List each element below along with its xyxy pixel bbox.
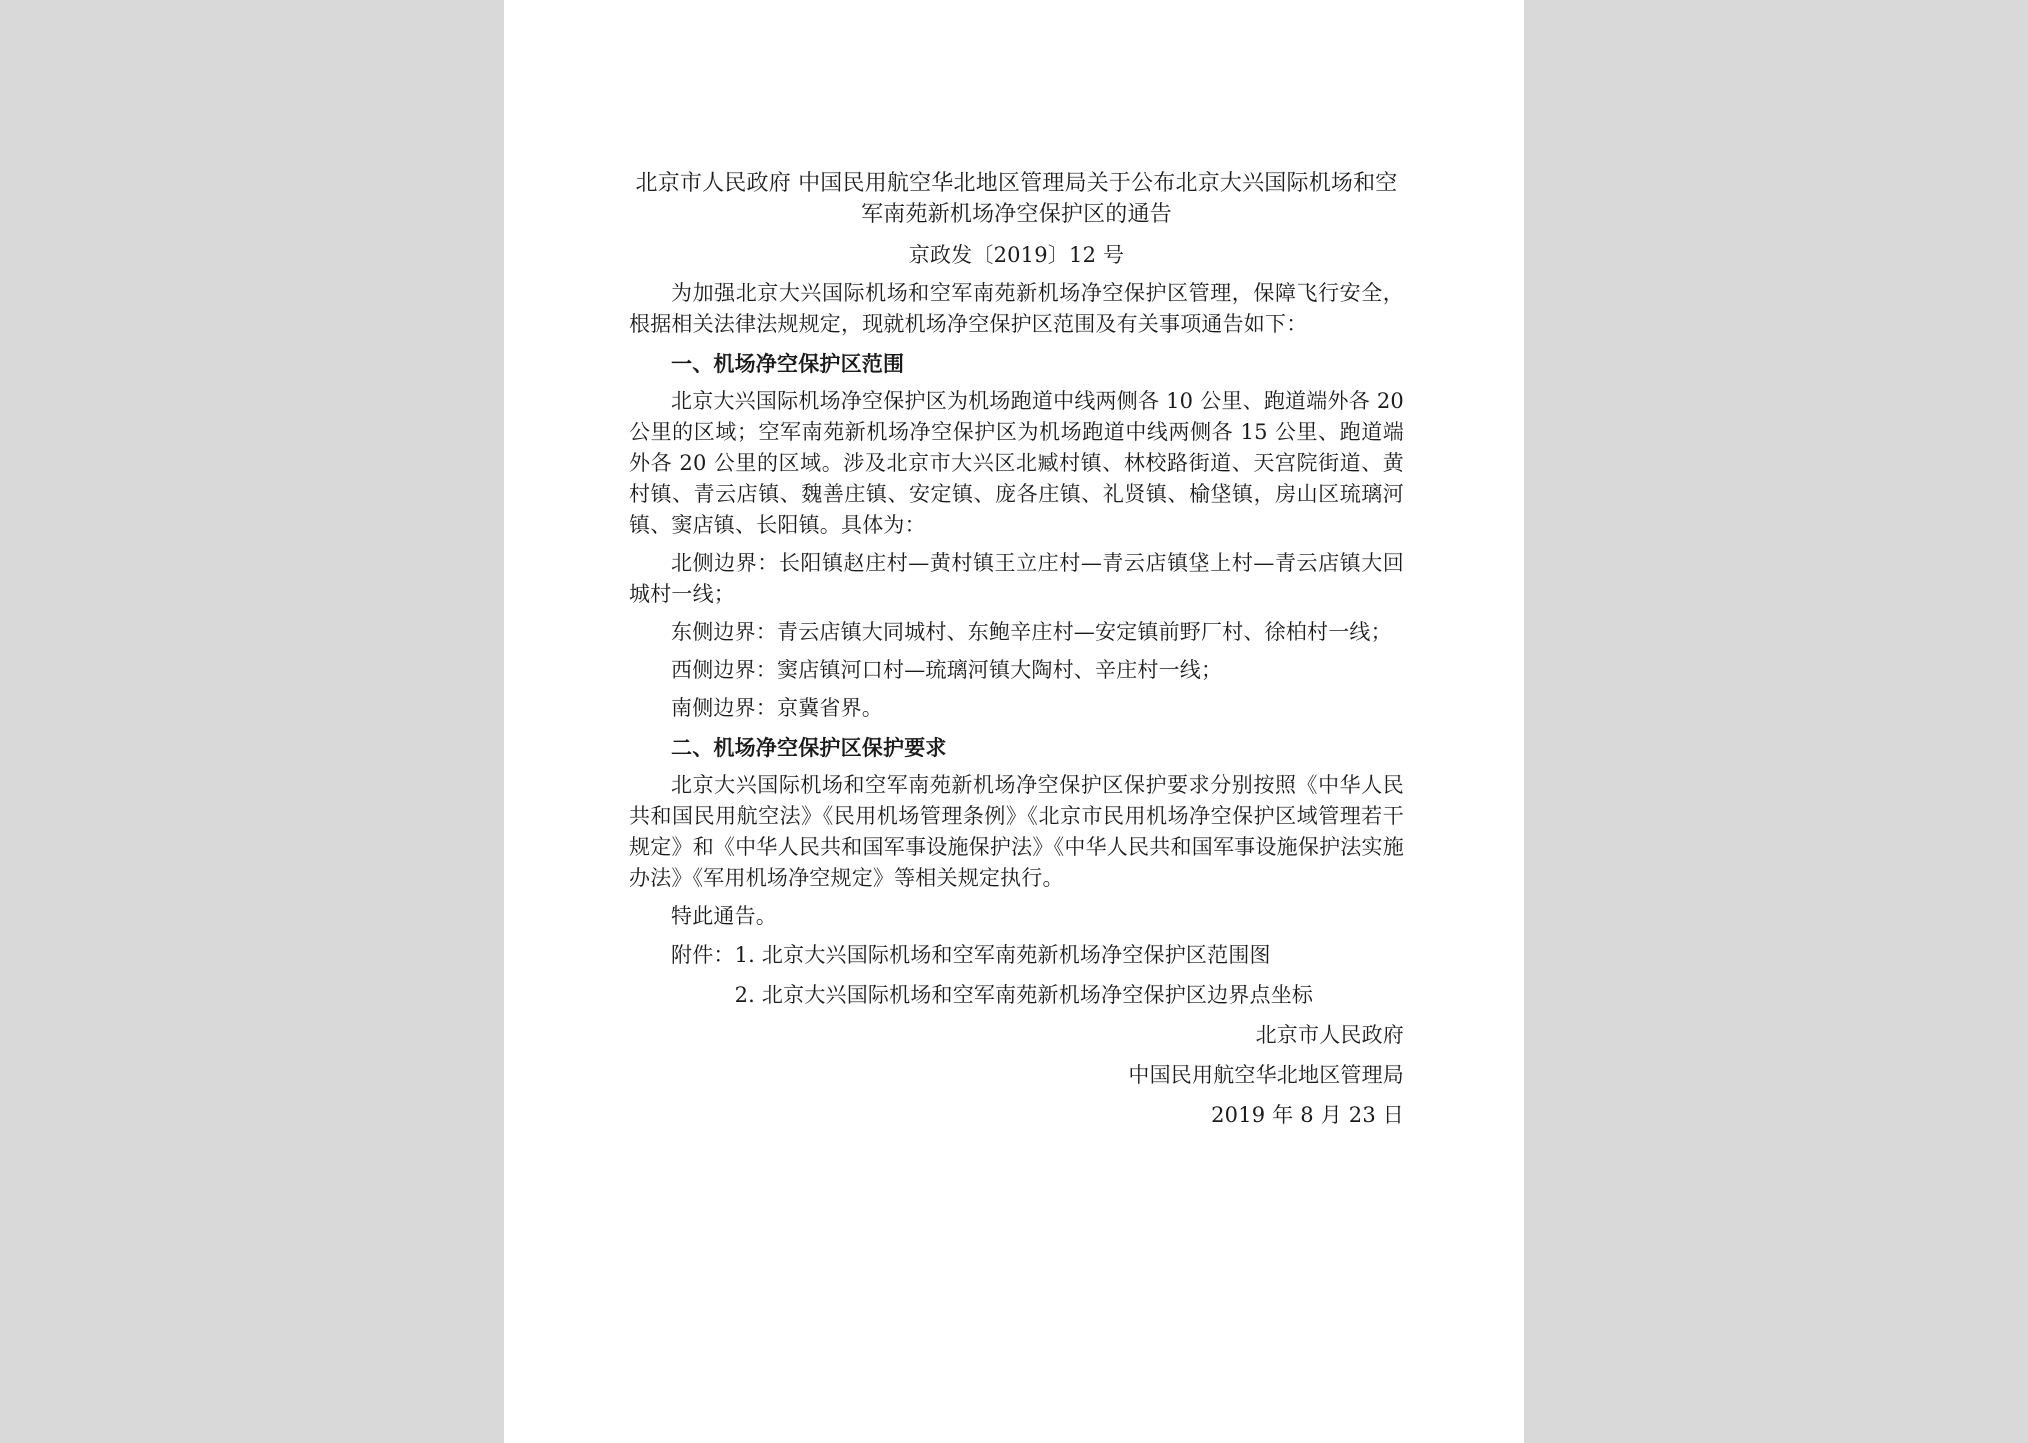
signatory-caac-north-china: 中国民用航空华北地区管理局 [1128,1063,1404,1087]
section2-heading: 二、机场净空保护区保护要求 [671,735,947,760]
document-title: 北京市人民政府 中国民用航空华北地区管理局关于公布北京大兴国际机场和空军南苑新机场净空保护区的通告 [635,171,1398,227]
closing-text: 特此通告。 [671,904,777,928]
attachment-item-1: 1. 北京大兴国际机场和空军南苑新机场净空保护区范围图 [734,943,1271,967]
west-boundary: 西侧边界：窦店镇河口村—琉璃河镇大陶村、辛庄村一线； [671,658,1223,682]
attachments-list [735,940,1404,1011]
signatory-beijing-government: 北京市人民政府 [1255,1023,1404,1047]
south-boundary: 南侧边界：京冀省界。 [671,696,883,720]
document-page [504,0,1524,1443]
section1-heading: 一、机场净空保护区范围 [671,351,905,376]
signature-date: 2019 年 8 月 23 日 [1211,1103,1404,1127]
section1-body: 北京大兴国际机场净空保护区为机场跑道中线两侧各 10 公里、跑道端外各 20 公里的区域；空军南苑新机场净空保护区为机场跑道中线两侧各 15 公里、跑道端外各 20 公里的区域。涉及北京市大兴区北臧村镇、林校路街道、天宫院街道、黄村镇、青云店镇、魏善庄镇、安定镇、庞各庄镇、礼贤镇、榆垡镇，房山区琉璃河镇、窦店镇、长阳镇。具体为： [629,389,1404,537]
section2-body: 北京大兴国际机场和空军南苑新机场净空保护区保护要求分别按照《中华人民共和国民用航空法》《民用机场管理条例》《北京市民用机场净空保护区域管理若干规定》和《中华人民共和国军事设施保护法》《中华人民共和国军事设施保护法实施办法》《军用机场净空规定》等相关规定执行。 [629,773,1404,890]
attachments-label: 附件： [671,943,735,967]
document-body [629,168,1404,1131]
attachments [629,940,1404,1011]
east-boundary: 东侧边界：青云店镇大同城村、东鲍辛庄村—安定镇前野厂村、徐柏村一线； [671,620,1392,644]
attachment-item-2: 2. 北京大兴国际机场和空军南苑新机场净空保护区边界点坐标 [734,983,1314,1007]
north-boundary: 北侧边界：长阳镇赵庄村—黄村镇王立庄村—青云店镇垡上村—青云店镇大回城村一线； [629,551,1404,606]
intro-paragraph: 为加强北京大兴国际机场和空军南苑新机场净空保护区管理，保障飞行安全，根据相关法律法规规定，现就机场净空保护区范围及有关事项通告如下： [629,281,1404,336]
document-number: 京政发〔2019〕12 号 [908,243,1125,267]
